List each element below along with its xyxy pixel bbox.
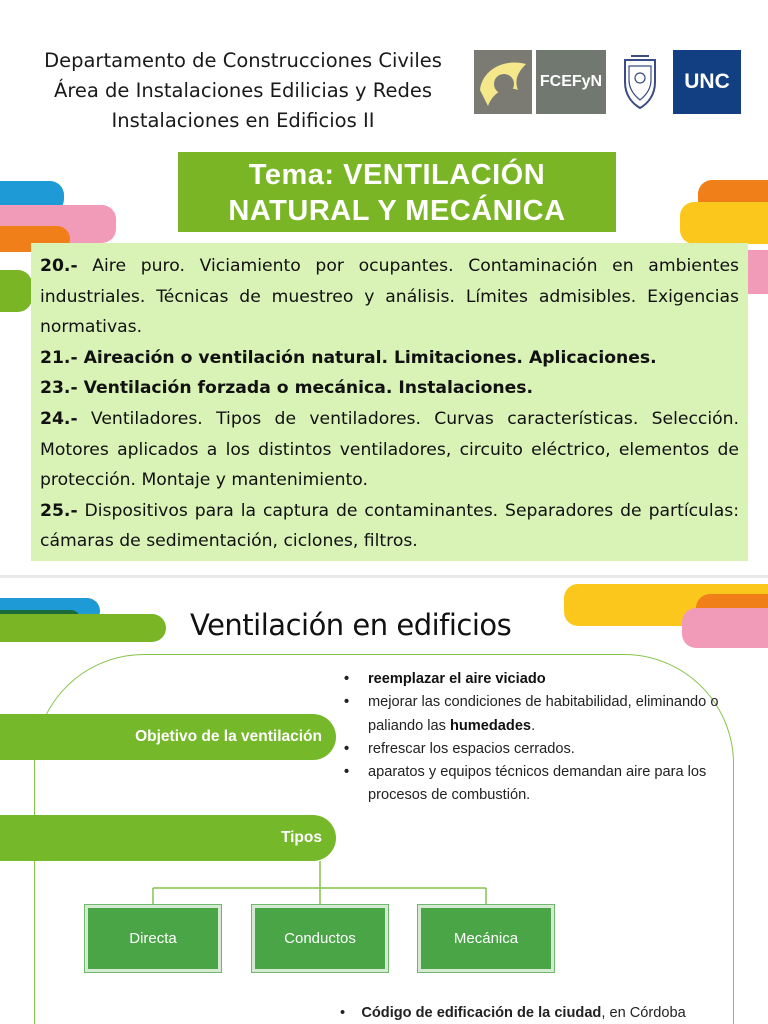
objective-3: refrescar los espacios cerrados. [368, 740, 575, 757]
building-code-bold: Código de edificación de la ciudad [361, 1005, 602, 1021]
building-code-rest: , en Córdoba [601, 1005, 686, 1021]
objective-1: reemplazar el aire viciado [368, 671, 546, 687]
slide-2 [0, 578, 768, 1024]
topic-item [40, 404, 739, 496]
deco-stripe [680, 202, 768, 244]
type-box-conductos: Conductos [252, 905, 388, 972]
type-box-mecanica: Mecánica [418, 905, 554, 972]
objective-2-bold: humedades [449, 717, 532, 734]
objective-2-text: mejorar las condiciones de habitabilidad, eliminando o paliando las [368, 694, 719, 734]
type-box-directa: Directa [85, 905, 221, 972]
topic-item [40, 251, 739, 343]
header-line-2: Área de Instalaciones Edilicias y Redes [53, 79, 432, 102]
topic-number: 24.- [40, 408, 78, 429]
topic-title-box [178, 152, 616, 232]
unc-seal-icon [612, 50, 668, 114]
topic-text: Aire puro. Viciamiento por ocupantes. Contaminación en ambientes industriales. Técnicas de muestreo y análisis. Límites admisibles. Exigencias normativas. [40, 256, 739, 338]
slide-title: Ventilación en edificios [190, 608, 512, 642]
topic-title-line-2: NATURAL Y MECÁNICA [228, 195, 566, 227]
topic-title-line-1: Tema: VENTILACIÓN [248, 159, 546, 191]
bullet-icon: • [340, 1005, 362, 1021]
topic-text: Ventilación forzada o mecánica. Instalaciones. [77, 378, 534, 399]
topic-number: 25.- [40, 500, 78, 521]
deco-stripe [0, 270, 32, 312]
topic-item [40, 496, 739, 557]
header-line-3: Instalaciones en Edificios II [111, 109, 375, 132]
objetivo-label: Objetivo de la ventilación [0, 714, 336, 760]
objective-4: aparatos y equipos técnicos demandan aire para los procesos de combustión. [368, 764, 707, 804]
tipos-label: Tipos [0, 815, 336, 861]
topic-item [40, 373, 739, 404]
header-line-1: Departamento de Construcciones Civiles [44, 49, 442, 72]
building-code-bullet [340, 1005, 686, 1021]
topic-number: 20.- [40, 256, 78, 276]
department-header [18, 46, 468, 136]
objective-2-end: . [531, 717, 536, 734]
topic-text: Dispositivos para la captura de contaminantes. Separadores de partículas: cámaras de sedimentación, ciclones, filtros. [40, 500, 739, 552]
topic-number: 23.- [40, 378, 78, 399]
unc-logo: UNC [673, 50, 741, 114]
topic-text: Aireación o ventilación natural. Limitaciones. Aplicaciones. [77, 347, 657, 368]
topic-text: Ventiladores. Tipos de ventiladores. Curvas características. Selección. Motores aplicados a los distintos ventiladores, circuito eléctrico, elementos de protección. Montaje y mantenimiento. [40, 408, 739, 491]
fcefyn-logo: FCEFyN [536, 50, 606, 114]
topics-list [31, 243, 748, 561]
faculty-logo [474, 50, 532, 114]
topic-number: 21.- [40, 347, 78, 368]
topic-item [40, 343, 739, 374]
